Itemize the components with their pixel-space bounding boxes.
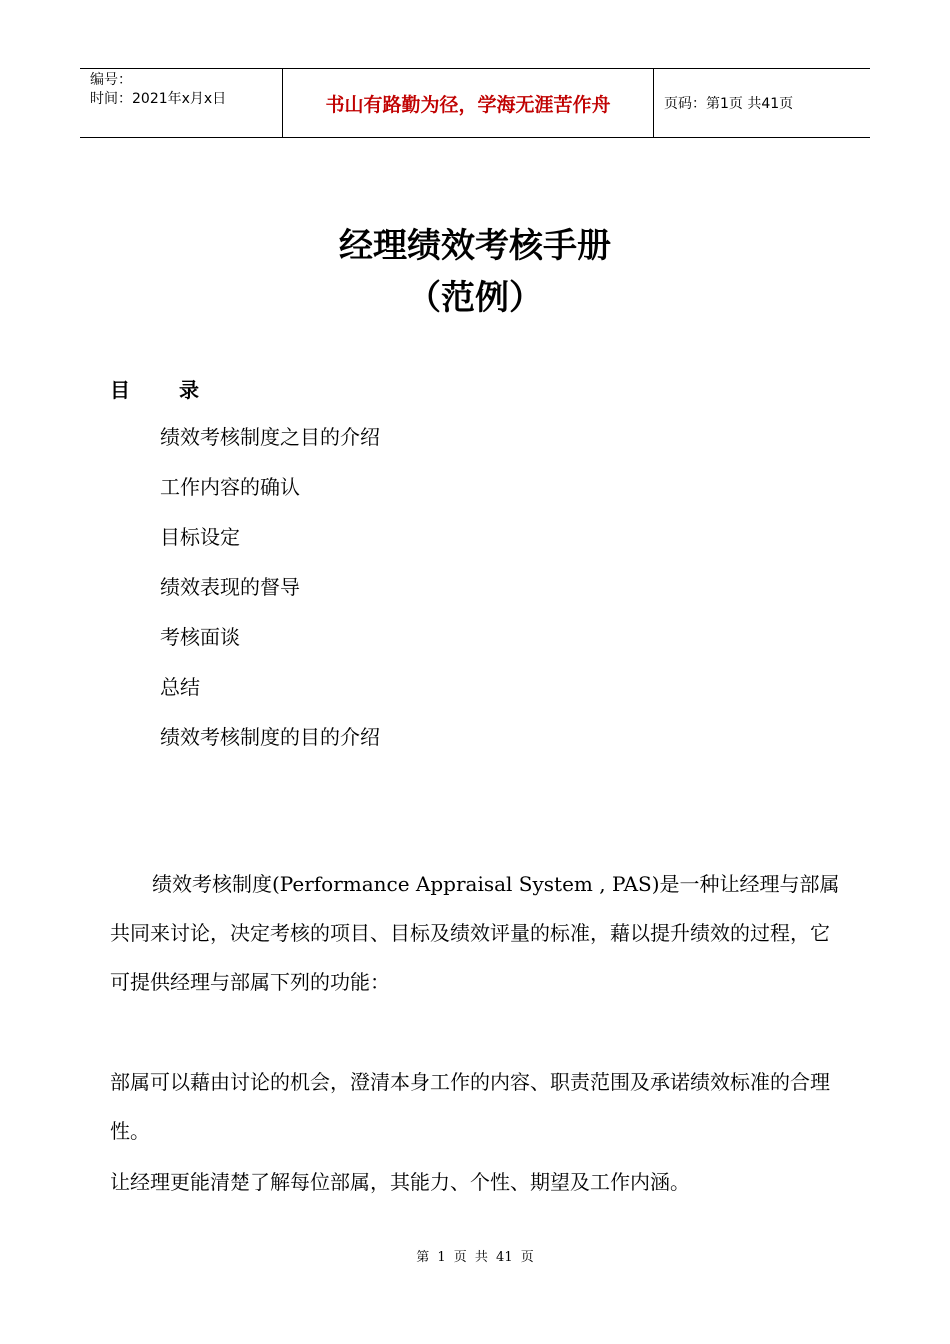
toc-item: 绩效考核制度之目的介绍: [160, 425, 380, 449]
body-paragraph: 让经理更能清楚了解每位部属，其能力、个性、期望及工作内涵。: [110, 1170, 690, 1194]
body-paragraph: 绩效考核制度(Performance Appraisal System , PAS)是一种让经理与部属共同来讨论，决定考核的项目、目标及绩效评量的标准，藉以提升绩效的过程，它可提供经理与部属下列的功能：: [110, 872, 840, 994]
page-header-table: [80, 68, 870, 138]
header-page-number: 页码：第1页 共41页: [664, 96, 794, 112]
toc-item: 总结: [160, 675, 200, 699]
document-number-label: 编号：: [90, 72, 132, 88]
document-title: 经理绩效考核手册: [339, 226, 611, 266]
toc-item: 工作内容的确认: [160, 475, 300, 499]
toc-item: 绩效表现的督导: [160, 575, 300, 599]
header-motto: 书山有路勤为径，学海无涯苦作舟: [282, 69, 654, 137]
toc-item: 考核面谈: [160, 625, 240, 649]
toc-heading: 目 录: [110, 378, 199, 402]
page-footer: 第 1 页 共 41 页: [416, 1250, 534, 1265]
table-of-contents: [160, 423, 380, 773]
header-meta-cell: [80, 69, 282, 137]
toc-item: 绩效考核制度的目的介绍: [160, 725, 380, 749]
toc-item: 目标设定: [160, 525, 240, 549]
body-paragraph: 部属可以藉由讨论的机会，澄清本身工作的内容、职责范围及承诺绩效标准的合理性。: [110, 1070, 830, 1143]
document-date-label: 时间：2021年x月x日: [90, 91, 227, 107]
document-subtitle: （范例）: [407, 278, 543, 318]
